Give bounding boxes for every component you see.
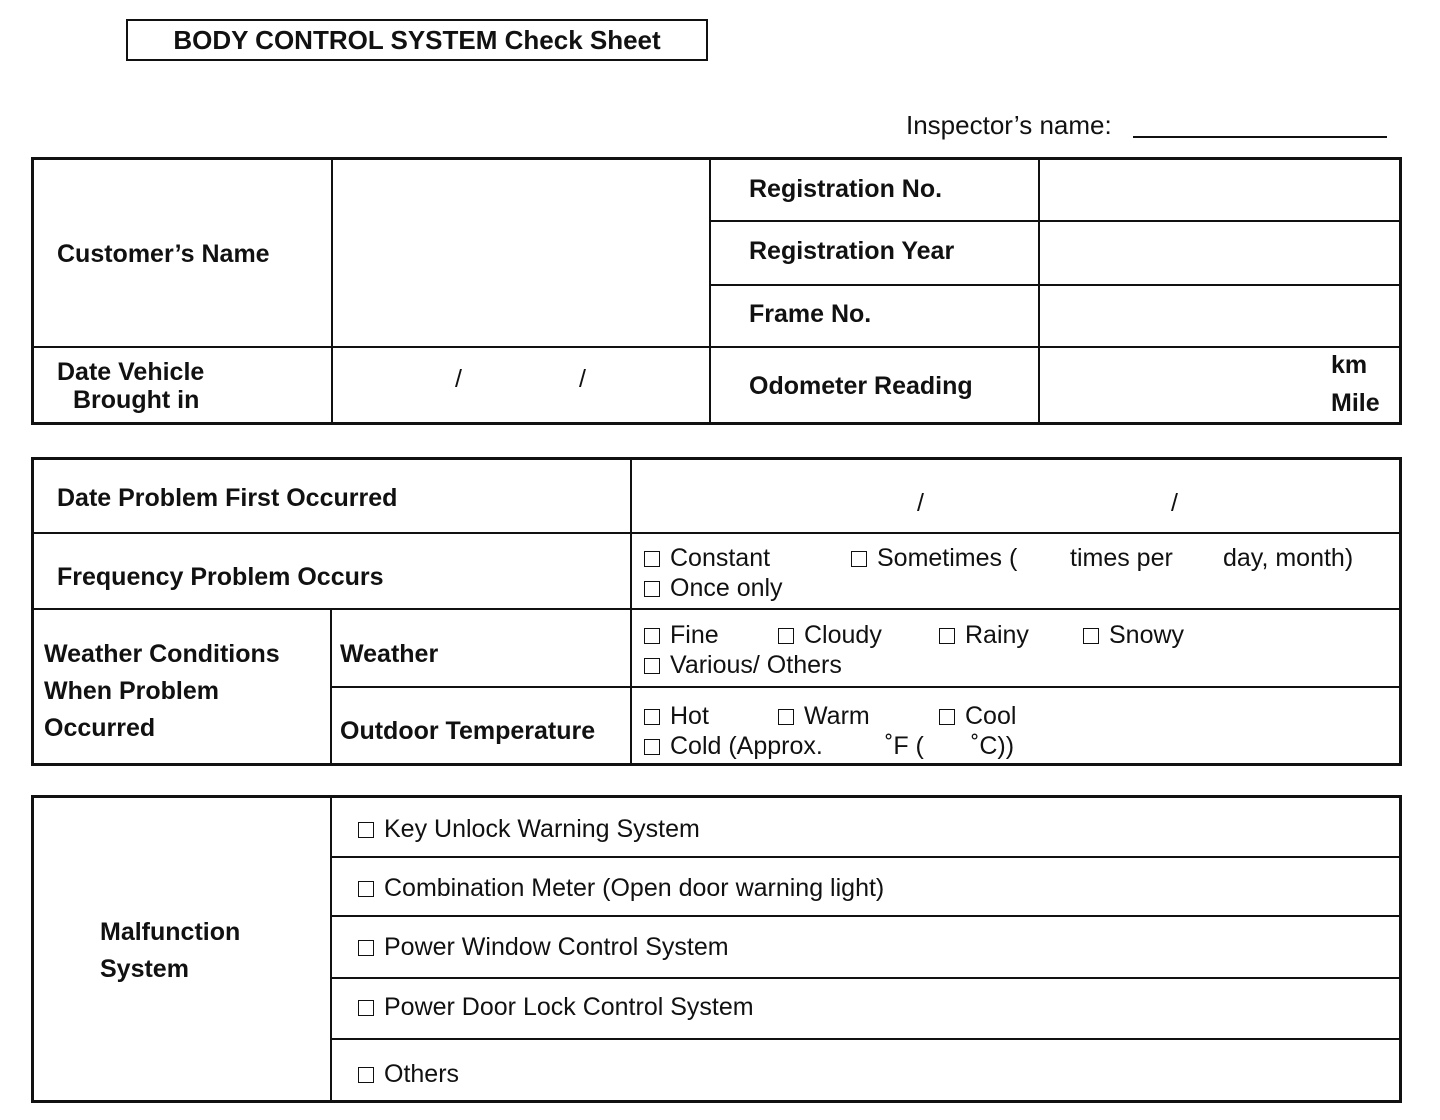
registration-no-field[interactable]	[1041, 160, 1399, 220]
weather-option-fine[interactable]: Fine	[644, 620, 719, 650]
registration-no-label: Registration No.	[749, 175, 943, 203]
malfunction-option-power-door-lock[interactable]: Power Door Lock Control System	[358, 992, 754, 1022]
fahrenheit-label: ˚F (	[885, 732, 924, 760]
checkbox[interactable]	[644, 551, 660, 567]
vehicle-info-table	[31, 157, 1402, 425]
divider	[331, 160, 333, 422]
checkbox[interactable]	[358, 940, 374, 956]
checkbox[interactable]	[778, 709, 794, 725]
divider	[330, 977, 1399, 979]
date-separator: /	[917, 489, 924, 517]
date-separator: /	[1171, 489, 1178, 517]
malfunction-system-table	[31, 795, 1402, 1103]
odometer-unit-km: km	[1331, 351, 1368, 379]
checkbox[interactable]	[644, 709, 660, 725]
checkbox[interactable]	[778, 628, 794, 644]
registration-year-field[interactable]	[1041, 222, 1399, 284]
weather-option-rainy[interactable]: Rainy	[939, 620, 1029, 650]
weather-conditions-label: Weather Conditions When Problem Occurred	[44, 640, 280, 742]
temperature-option-cool[interactable]: Cool	[939, 701, 1016, 731]
checkbox[interactable]	[644, 581, 660, 597]
checkbox[interactable]	[358, 822, 374, 838]
frequency-option-once-only[interactable]: Once only	[644, 573, 783, 603]
divider	[330, 915, 1399, 917]
checkbox[interactable]	[358, 881, 374, 897]
date-separator: /	[455, 365, 462, 393]
temperature-option-hot[interactable]: Hot	[644, 701, 709, 731]
weather-option-various-others[interactable]: Various/ Others	[644, 650, 842, 680]
divider	[709, 160, 711, 422]
divider	[330, 1038, 1399, 1040]
checkbox[interactable]	[851, 551, 867, 567]
celsius-label: ˚C))	[971, 732, 1015, 760]
checkbox[interactable]	[644, 628, 660, 644]
divider	[34, 608, 1399, 610]
checkbox[interactable]	[939, 628, 955, 644]
inspector-label: Inspector’s name:	[906, 110, 1112, 140]
customer-name-field[interactable]	[334, 160, 708, 346]
date-brought-in-label: Date Vehicle Brought in	[57, 358, 205, 414]
weather-option-cloudy[interactable]: Cloudy	[778, 620, 882, 650]
divider	[330, 686, 1399, 688]
divider	[34, 532, 1399, 534]
checkbox[interactable]	[358, 1000, 374, 1016]
inspector-name-field[interactable]	[1133, 136, 1387, 138]
date-separator: /	[579, 365, 586, 393]
checkbox[interactable]	[1083, 628, 1099, 644]
odometer-field[interactable]	[1041, 348, 1321, 422]
frame-no-field[interactable]	[1041, 286, 1399, 346]
divider	[330, 798, 332, 1100]
form-title: BODY CONTROL SYSTEM Check Sheet	[126, 19, 708, 61]
weather-option-snowy[interactable]: Snowy	[1083, 620, 1184, 650]
frequency-label: Frequency Problem Occurs	[57, 563, 384, 591]
malfunction-option-others[interactable]: Others	[358, 1059, 459, 1089]
frequency-option-sometimes[interactable]: Sometimes (	[851, 543, 1017, 573]
malfunction-option-power-window[interactable]: Power Window Control System	[358, 932, 729, 962]
divider	[330, 856, 1399, 858]
checkbox[interactable]	[358, 1067, 374, 1083]
customer-name-label: Customer’s Name	[57, 240, 270, 268]
temperature-option-warm[interactable]: Warm	[778, 701, 870, 731]
outdoor-temperature-label: Outdoor Temperature	[340, 717, 596, 745]
frame-no-label: Frame No.	[749, 300, 872, 328]
checkbox[interactable]	[644, 658, 660, 674]
date-first-occurred-field[interactable]	[632, 460, 1399, 532]
divider	[1038, 160, 1040, 422]
checkbox[interactable]	[939, 709, 955, 725]
date-first-occurred-label: Date Problem First Occurred	[57, 484, 398, 512]
day-month-label: day, month)	[1223, 544, 1354, 572]
weather-label: Weather	[340, 640, 439, 668]
malfunction-system-label: Malfunction System	[100, 918, 241, 983]
odometer-label: Odometer Reading	[749, 372, 973, 400]
temperature-option-cold[interactable]: Cold (Approx.	[644, 731, 823, 761]
frequency-option-constant[interactable]: Constant	[644, 543, 770, 573]
malfunction-option-combination-meter[interactable]: Combination Meter (Open door warning light)	[358, 873, 884, 903]
date-brought-in-field[interactable]	[334, 348, 708, 422]
times-per-label: times per	[1070, 544, 1173, 572]
problem-conditions-table	[31, 457, 1402, 766]
registration-year-label: Registration Year	[749, 237, 955, 265]
malfunction-option-key-unlock[interactable]: Key Unlock Warning System	[358, 814, 700, 844]
checkbox[interactable]	[644, 739, 660, 755]
odometer-unit-mile: Mile	[1331, 389, 1380, 417]
